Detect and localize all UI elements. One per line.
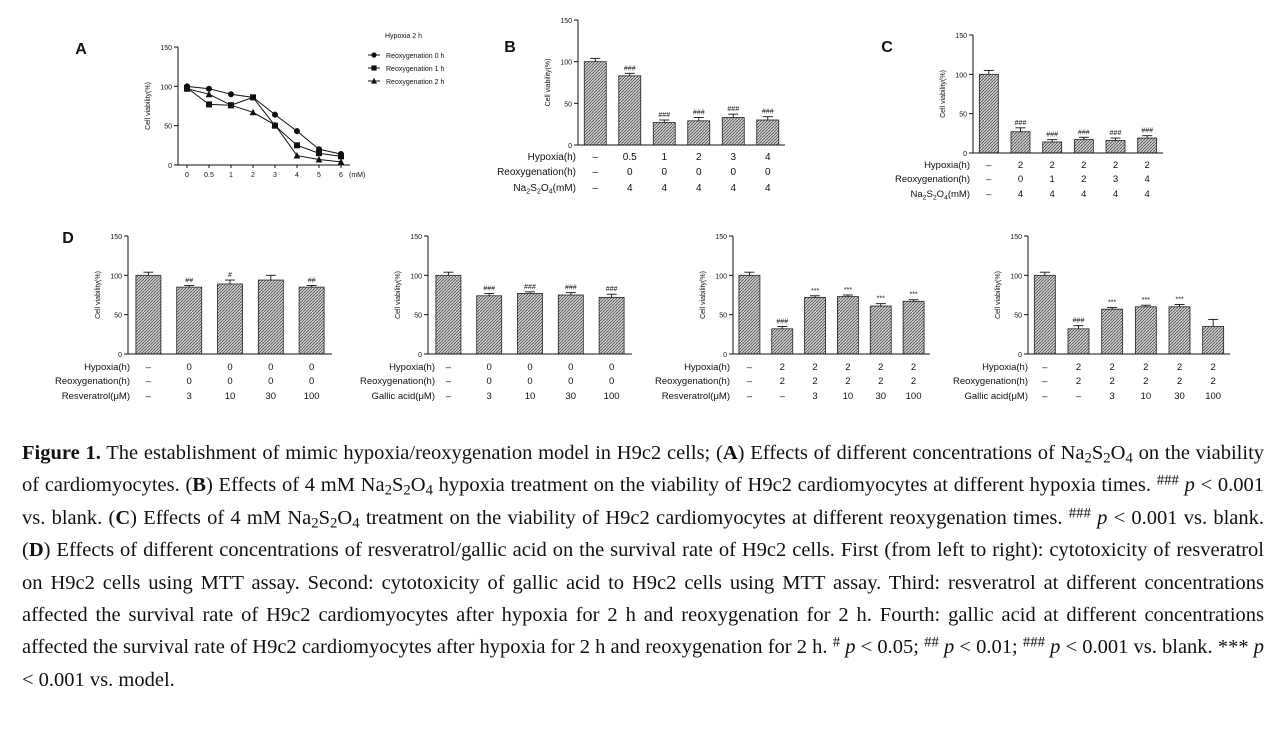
- y-tick-label: 50: [1014, 312, 1022, 320]
- row-label: Resveratrol(μM): [61, 391, 130, 402]
- bar: [558, 295, 583, 354]
- caption-segment: 2: [1084, 450, 1092, 467]
- y-axis-label: Cell viability(%): [395, 271, 402, 319]
- legend-title: Hypoxia 2 h: [385, 33, 422, 40]
- row-value: 3: [486, 391, 492, 402]
- row-value: 100: [603, 391, 620, 402]
- row-label: Hypoxia(h): [924, 160, 970, 171]
- bar: [1074, 140, 1093, 153]
- significance-label: ###: [1109, 130, 1122, 138]
- row-value: 30: [265, 391, 277, 402]
- row-label: Hypoxia(h): [389, 362, 435, 373]
- y-tick-label: 150: [1010, 234, 1022, 241]
- x-tick-label: 5: [317, 172, 321, 179]
- row-label: Reoxygenation(h): [953, 376, 1028, 387]
- row-value: 0: [308, 362, 315, 373]
- significance-label: ***: [909, 291, 918, 299]
- bar: [258, 280, 283, 354]
- row-value: 2: [1112, 160, 1119, 171]
- caption-segment: ###: [1022, 634, 1045, 651]
- row-value: –: [445, 376, 452, 387]
- figure-caption: [22, 437, 1264, 696]
- bar-chart-D3: [655, 234, 930, 402]
- bar: [739, 275, 760, 354]
- row-value: 4: [1144, 189, 1150, 200]
- row-value: 10: [224, 391, 236, 402]
- y-tick-label: 100: [560, 59, 572, 67]
- caption-segment: p: [845, 636, 856, 659]
- row-value: 0.5: [622, 152, 637, 163]
- row-value: 3: [812, 391, 818, 402]
- row-value: 4: [1112, 189, 1119, 200]
- significance-label: ##: [185, 277, 194, 285]
- row-value: 2: [1143, 362, 1149, 373]
- caption-segment: 2: [311, 515, 319, 532]
- caption-segment: p: [943, 636, 955, 659]
- caption-segment: S: [1091, 442, 1104, 464]
- x-tick-label: 6: [339, 172, 343, 179]
- row-value: –: [986, 174, 992, 185]
- row-value: 10: [842, 391, 854, 402]
- row-label: Hypoxia(h): [84, 362, 130, 373]
- bar: [584, 62, 606, 145]
- row-value: 4: [626, 183, 633, 194]
- x-tick-label: 2: [251, 172, 255, 179]
- bar: [518, 293, 543, 354]
- significance-label: ###: [1072, 317, 1085, 325]
- row-value: 2: [812, 362, 818, 373]
- bar: [1169, 307, 1190, 354]
- caption-segment: p: [1253, 636, 1264, 659]
- row-value: 2: [878, 362, 884, 373]
- row-label: Reoxygenation(h): [655, 376, 730, 387]
- row-value: 2: [1075, 376, 1082, 387]
- bar: [979, 74, 998, 153]
- caption-segment: < 0.05;: [855, 636, 925, 659]
- row-value: 4: [764, 152, 771, 163]
- significance-label: ###: [761, 108, 774, 116]
- y-tick-label: 50: [164, 123, 172, 131]
- y-axis-label: Cell viability(%): [95, 271, 102, 319]
- row-value: 0: [608, 376, 615, 387]
- y-tick-label: 150: [410, 234, 422, 241]
- marker-square: [250, 94, 256, 100]
- row-value: 2: [1210, 362, 1216, 373]
- significance-label: ***: [1108, 299, 1117, 307]
- caption-segment: ###: [1068, 505, 1091, 522]
- y-tick-label: 0: [118, 352, 122, 359]
- y-tick-label: 150: [955, 33, 967, 40]
- series-line: [187, 88, 341, 156]
- row-value: 3: [1109, 391, 1115, 402]
- caption-segment: < 0.001 vs. blank. ***: [1060, 636, 1254, 659]
- row-value: 0: [268, 362, 274, 373]
- row-value: 2: [695, 152, 702, 163]
- y-tick-label: 150: [110, 234, 122, 241]
- legend-entry: Reoxygenation 1 h: [386, 66, 445, 73]
- row-value: 0: [1017, 174, 1024, 185]
- marker-square: [206, 101, 212, 107]
- y-tick-label: 50: [414, 312, 422, 320]
- row-value: 4: [1017, 189, 1024, 200]
- legend-entry: Reoxygenation 0 h: [386, 53, 445, 60]
- caption-segment: 4: [352, 515, 360, 532]
- row-label: Gallic acid(μM): [371, 391, 435, 402]
- row-value: 10: [524, 391, 536, 402]
- row-value: 2: [845, 362, 851, 373]
- caption-segment: 2: [384, 483, 392, 500]
- significance-label: ###: [658, 112, 671, 119]
- caption-segment: #: [832, 634, 841, 651]
- row-value: –: [145, 362, 152, 373]
- caption-segment: ##: [924, 634, 939, 651]
- significance-label: ***: [843, 287, 853, 294]
- row-value: 30: [1174, 391, 1185, 402]
- row-value: –: [1042, 376, 1048, 387]
- line-chart-A: [75, 33, 444, 179]
- bar-chart-D4: [953, 234, 1230, 402]
- row-value: 0: [695, 167, 702, 178]
- significance-label: ***: [1175, 296, 1184, 304]
- significance-label: ###: [1046, 131, 1059, 139]
- caption-segment: p: [1050, 636, 1061, 659]
- caption-segment: < 0.001 vs. blank. (: [22, 506, 1265, 562]
- row-label: Reoxygenation(h): [360, 376, 435, 387]
- y-tick-label: 50: [719, 312, 727, 320]
- bar: [1106, 140, 1125, 153]
- row-value: 2: [1176, 362, 1183, 373]
- bar: [688, 121, 710, 145]
- caption-segment: 2: [1103, 450, 1111, 467]
- caption-segment: 4: [1125, 450, 1133, 467]
- bar: [1138, 138, 1157, 153]
- row-value: –: [592, 183, 599, 194]
- y-axis-label: Cell viability(%): [940, 70, 947, 118]
- bar: [653, 123, 675, 146]
- caption-segment: O: [410, 474, 426, 497]
- y-axis-label: Cell viability(%): [700, 271, 707, 319]
- row-value: 0: [186, 362, 192, 373]
- row-value: 100: [1205, 391, 1222, 402]
- row-value: 4: [764, 183, 771, 194]
- significance-label: ###: [605, 286, 618, 294]
- row-value: –: [986, 160, 992, 171]
- caption-segment: hypoxia treatment on the viability of H9c2 cardiomyocytes at different hypoxia times.: [432, 474, 1157, 497]
- caption-segment: < 0.001 vs. blank. (: [22, 474, 1265, 529]
- significance-label: ###: [564, 284, 577, 292]
- row-label: Reoxygenation(h): [55, 376, 130, 387]
- x-axis-label: (mM): [349, 172, 366, 179]
- row-value: 2: [1176, 376, 1183, 387]
- x-tick-label: 1: [229, 172, 233, 179]
- row-value: 2: [1109, 376, 1115, 387]
- row-value: 0: [764, 167, 771, 178]
- row-value: –: [746, 362, 753, 373]
- caption-segment: D: [28, 539, 44, 562]
- row-value: 2: [812, 376, 818, 387]
- caption-segment: 2: [403, 483, 411, 500]
- panel-label: D: [62, 230, 74, 247]
- bar-chart-D1: [55, 230, 332, 402]
- row-value: 0: [227, 362, 233, 373]
- row-value: 0: [268, 376, 274, 387]
- row-value: –: [986, 189, 992, 200]
- caption-segment: < 0.01;: [954, 636, 1023, 659]
- row-label: Reoxygenation(h): [497, 167, 576, 178]
- panel-label: B: [504, 39, 516, 56]
- marker-circle: [371, 52, 376, 57]
- caption-segment: S: [391, 474, 404, 497]
- row-value: 2: [779, 376, 785, 387]
- y-tick-label: 100: [160, 84, 172, 92]
- y-tick-label: 100: [1010, 273, 1022, 281]
- row-value: 3: [186, 391, 192, 402]
- row-value: 4: [1081, 189, 1087, 200]
- y-tick-label: 0: [418, 352, 422, 359]
- row-value: 100: [905, 391, 922, 402]
- bar: [1102, 309, 1123, 354]
- y-tick-label: 150: [160, 45, 172, 52]
- bar: [136, 275, 161, 354]
- row-value: 2: [1109, 362, 1115, 373]
- significance-label: ###: [776, 318, 789, 326]
- row-value: 4: [1049, 189, 1055, 200]
- row-value: 0: [227, 376, 233, 387]
- y-axis-label: Cell viability(%): [995, 271, 1002, 319]
- bar: [599, 297, 624, 354]
- y-tick-label: 100: [955, 72, 967, 80]
- caption-segment: treatment on the viability of H9c2 cardiomyocytes at different reoxygenation times.: [359, 506, 1069, 529]
- row-value: 1: [661, 152, 668, 163]
- row-value: 4: [661, 183, 668, 194]
- panel-label: C: [881, 39, 893, 56]
- panel-label: A: [75, 41, 87, 58]
- row-value: 30: [565, 391, 577, 402]
- row-value: 2: [878, 376, 884, 387]
- y-axis-label: Cell viability(%): [545, 58, 552, 107]
- caption-segment: on the viability of cardiomyocytes. (: [22, 442, 1265, 497]
- significance-label: ###: [483, 285, 496, 293]
- significance-label: ***: [810, 287, 820, 295]
- caption-segment: ) Effects of 4 mM Na: [130, 506, 312, 529]
- x-tick-label: 3: [273, 172, 277, 179]
- significance-label: #: [228, 272, 232, 280]
- bar: [805, 297, 826, 354]
- row-value: 2: [1081, 174, 1087, 185]
- bar: [870, 306, 891, 354]
- row-label: Hypoxia(h): [684, 362, 730, 373]
- row-value: –: [746, 391, 753, 402]
- row-value: –: [746, 376, 753, 387]
- row-value: –: [445, 391, 452, 402]
- significance-label: ###: [692, 109, 705, 117]
- bar: [837, 297, 858, 354]
- bar: [722, 118, 744, 146]
- caption-segment: The establishment of mimic hypoxia/reoxygenation model in H9c2 cells; (: [100, 442, 723, 464]
- significance-label: ###: [1141, 127, 1154, 135]
- row-value: 2: [845, 376, 851, 387]
- significance-label: ###: [524, 283, 536, 291]
- row-value: 0: [568, 362, 574, 373]
- row-value: 0: [527, 362, 533, 373]
- significance-label: ###: [623, 65, 636, 73]
- caption-label: Figure 1.: [22, 442, 101, 464]
- caption-segment: ) Effects of 4 mM Na: [205, 474, 385, 497]
- bar: [757, 120, 779, 145]
- y-tick-label: 50: [959, 111, 967, 119]
- significance-label: ###: [727, 106, 740, 114]
- caption-segment: B: [192, 474, 206, 497]
- row-value: 0: [486, 362, 492, 373]
- y-axis-label: Cell viability(%): [145, 82, 152, 130]
- row-value: 2: [1081, 160, 1087, 171]
- row-value: 2: [1075, 362, 1082, 373]
- row-label: Hypoxia(h): [982, 362, 1028, 373]
- x-tick-label: 0.5: [204, 172, 214, 179]
- bar: [619, 76, 641, 145]
- row-value: 0: [608, 362, 615, 373]
- y-tick-label: 100: [715, 273, 727, 281]
- row-value: –: [1042, 391, 1048, 402]
- caption-segment: 2: [330, 515, 338, 532]
- bar: [903, 301, 924, 354]
- bar: [218, 284, 243, 354]
- caption-segment: A: [722, 442, 738, 464]
- caption-segment: C: [115, 506, 131, 529]
- marker-square: [371, 65, 376, 70]
- bar: [1135, 307, 1156, 354]
- caption-segment: p: [1097, 506, 1108, 529]
- significance-label: ###: [1077, 129, 1090, 137]
- y-tick-label: 50: [564, 101, 572, 109]
- y-tick-label: 0: [1018, 352, 1022, 359]
- row-value: 2: [779, 362, 785, 373]
- caption-segment: O: [337, 506, 353, 529]
- marker-circle: [228, 91, 234, 97]
- y-tick-label: 100: [410, 273, 422, 281]
- y-tick-label: 50: [114, 312, 122, 320]
- row-value: –: [592, 167, 599, 178]
- row-value: 0: [308, 376, 315, 387]
- caption-segment: S: [318, 506, 331, 529]
- y-tick-label: 150: [715, 234, 727, 241]
- row-value: 2: [1017, 160, 1024, 171]
- row-value: –: [145, 376, 152, 387]
- bar: [1034, 275, 1055, 354]
- y-tick-label: 0: [723, 352, 727, 359]
- y-tick-label: 0: [568, 143, 572, 150]
- row-value: –: [1042, 362, 1048, 373]
- row-value: 1: [1049, 174, 1055, 185]
- y-tick-label: 0: [963, 151, 967, 158]
- row-value: 3: [730, 152, 737, 163]
- bar-chart-D2: [360, 234, 632, 402]
- row-value: 2: [910, 376, 917, 387]
- marker-square: [294, 142, 300, 148]
- x-tick-label: 4: [295, 172, 299, 179]
- caption-segment: 4: [425, 483, 433, 500]
- row-label: $Na_2S_2O_4(mM)$: [910, 189, 970, 202]
- legend-entry: Reoxygenation 2 h: [386, 79, 445, 86]
- row-value: 0: [486, 376, 492, 387]
- x-tick-label: 0: [185, 172, 189, 179]
- bar-chart-C: [881, 33, 1163, 202]
- row-value: 2: [1049, 160, 1055, 171]
- bar: [1068, 329, 1089, 354]
- bar: [772, 329, 793, 354]
- row-value: –: [592, 152, 599, 163]
- caption-segment: ) Effects of different concentrations of Na: [737, 442, 1085, 464]
- bar: [477, 296, 502, 354]
- row-value: 4: [695, 183, 702, 194]
- caption-segment: < 0.001 vs. model.: [22, 668, 175, 691]
- row-value: 0: [527, 376, 533, 387]
- row-value: 4: [1144, 174, 1150, 185]
- row-value: 2: [1143, 376, 1149, 387]
- row-value: 3: [1112, 174, 1119, 185]
- bar: [1203, 326, 1224, 354]
- y-tick-label: 0: [168, 163, 172, 170]
- row-value: –: [1075, 391, 1082, 402]
- caption-segment: O: [1110, 442, 1126, 464]
- row-value: 4: [730, 183, 737, 194]
- caption-segment: p: [1184, 474, 1195, 497]
- row-value: 0: [626, 167, 633, 178]
- bar: [436, 275, 461, 354]
- row-value: 0: [186, 376, 192, 387]
- significance-label: ***: [876, 295, 885, 303]
- row-value: 2: [1144, 160, 1150, 171]
- row-label: Hypoxia(h): [527, 152, 576, 163]
- bar: [177, 287, 202, 354]
- row-value: 30: [875, 391, 887, 402]
- caption-segment: ) Effects of different concentrations of resveratrol/gallic acid on the survival rate of H9c2 cells. First (from left to right): cytotoxicity of resveratrol on H9c2 cells using MTT assay. Second: cytotoxicity of gallic acid to H9c2 cells using MTT assay. Third: resveratrol at different concentrations affected the survival rate of H9c2 cardiomyocytes after hypoxia for 2 h and reoxygenation for 2 h. Fourth: gallic acid at different concentrations affected the survival rate of H9c2 cardiomyocytes after hypoxia for 2 h and reoxygenation for 2 h.: [22, 539, 1264, 659]
- row-label: Gallic acid(μM): [964, 391, 1028, 402]
- bar-chart-B: [497, 18, 785, 196]
- row-value: 0: [730, 167, 737, 178]
- row-value: –: [779, 391, 785, 402]
- bar: [1011, 132, 1030, 153]
- marker-circle: [272, 112, 278, 118]
- row-label: Reoxygenation(h): [895, 174, 970, 185]
- row-value: 10: [1140, 391, 1152, 402]
- row-value: 0: [568, 376, 574, 387]
- caption-segment: ###: [1156, 472, 1179, 489]
- bar: [1043, 142, 1062, 153]
- bar: [299, 287, 324, 354]
- row-value: –: [445, 362, 452, 373]
- row-label: Resveratrol(μM): [661, 391, 730, 402]
- row-value: –: [145, 391, 152, 402]
- y-tick-label: 150: [560, 18, 572, 25]
- significance-label: ***: [1141, 297, 1150, 305]
- significance-label: ###: [1014, 119, 1027, 127]
- row-label: $Na_2S_2O_4(mM)$: [513, 183, 576, 196]
- row-value: 0: [661, 167, 668, 178]
- significance-label: ##: [307, 277, 316, 285]
- row-value: 2: [1210, 376, 1216, 387]
- marker-square: [316, 150, 322, 156]
- y-tick-label: 100: [110, 273, 122, 281]
- marker-circle: [294, 128, 300, 134]
- row-value: 2: [910, 362, 917, 373]
- row-value: 100: [303, 391, 320, 402]
